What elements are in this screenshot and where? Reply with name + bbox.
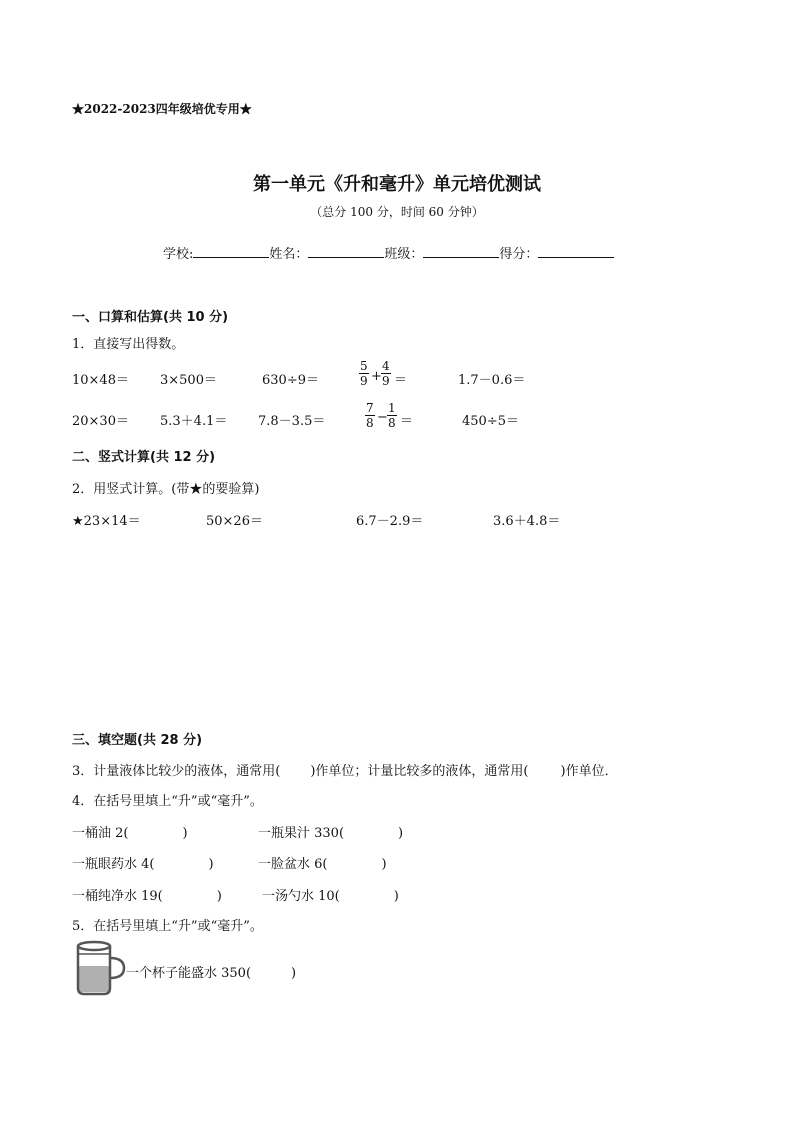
name-blank[interactable] xyxy=(308,245,384,258)
question-3 xyxy=(72,760,618,779)
calc-item: 20×30＝ xyxy=(72,414,129,429)
calc-item: 10×48＝ xyxy=(72,373,129,388)
school-blank[interactable] xyxy=(193,245,269,258)
vertical-calc-item: ★23×14＝ xyxy=(72,514,141,529)
calc-item: 450÷5＝ xyxy=(462,414,519,429)
name-label: 姓名： xyxy=(269,247,309,262)
fill-item-text: 一桶油 2( xyxy=(72,826,129,841)
equals-sign: ＝ xyxy=(394,373,408,388)
cup-icon-svg xyxy=(74,940,128,996)
equals-sign: ＝ xyxy=(400,414,414,429)
section2-heading: 二、竖式计算(共 12 分) xyxy=(72,450,216,465)
page-title: 第一单元《升和毫升》单元培优测试 xyxy=(253,174,541,195)
section3-heading: 三、填空题(共 28 分) xyxy=(72,733,203,748)
fill-item-text: 一瓶眼药水 4( xyxy=(72,857,155,872)
fraction-numerator: 7 xyxy=(366,401,374,415)
question-1: 1．直接写出得数。 xyxy=(72,337,185,352)
header-tag: ★2022-2023四年级培优专用★ xyxy=(72,102,252,116)
fraction-denominator: 8 xyxy=(366,416,374,430)
fill-item xyxy=(72,885,222,904)
fraction-denominator: 9 xyxy=(360,374,368,388)
question-3-part-b: )作单位；计量比较多的液体，通常用( xyxy=(310,764,529,779)
fraction-denominator: 8 xyxy=(388,416,396,430)
fraction-numerator: 1 xyxy=(388,401,396,415)
fraction-operator: − xyxy=(377,410,388,425)
vertical-calc-item: 50×26＝ xyxy=(206,514,263,529)
cup-handle xyxy=(110,958,124,978)
fill-item xyxy=(262,885,399,904)
fill-item-close: ) xyxy=(216,889,222,904)
fill-item-text: 一个杯子能盛水 350( xyxy=(126,966,252,981)
cup-rim xyxy=(78,942,110,950)
fill-item xyxy=(258,822,403,841)
question-3-part-c: )作单位． xyxy=(560,764,618,779)
vertical-calc-item: 3.6＋4.8＝ xyxy=(493,514,561,529)
school-label: 学校: xyxy=(163,247,194,262)
fraction-operator: + xyxy=(371,369,382,384)
fill-item xyxy=(72,853,214,872)
fill-item-close: ) xyxy=(393,889,399,904)
cup-icon xyxy=(74,940,128,996)
question-4: 4．在括号里填上“升”或“毫升”。 xyxy=(72,794,263,809)
fill-item xyxy=(72,822,188,841)
fill-item-close: ) xyxy=(398,826,404,841)
fraction-numerator: 5 xyxy=(360,359,368,373)
fraction-denominator: 9 xyxy=(382,374,390,388)
fill-item-text: 一桶纯净水 19( xyxy=(72,889,163,904)
fill-item-text: 一汤勺水 10( xyxy=(262,889,340,904)
class-blank[interactable] xyxy=(423,245,499,258)
calc-item: 3×500＝ xyxy=(160,373,217,388)
calc-item: 7.8－3.5＝ xyxy=(258,414,326,429)
fill-item-close: ) xyxy=(291,966,297,981)
fill-item xyxy=(126,962,296,981)
score-label: 得分： xyxy=(499,247,539,262)
fill-item xyxy=(258,853,387,872)
score-blank[interactable] xyxy=(538,245,614,258)
question-2: 2．用竖式计算。(带★的要验算) xyxy=(72,482,260,497)
section1-heading: 一、口算和估算(共 10 分) xyxy=(72,310,229,325)
calc-item: 1.7－0.6＝ xyxy=(458,373,526,388)
info-line xyxy=(163,243,614,262)
fraction xyxy=(381,359,391,388)
fraction xyxy=(365,401,375,430)
fill-item-close: ) xyxy=(381,857,387,872)
calc-item: 5.3＋4.1＝ xyxy=(160,414,228,429)
fill-item-close: ) xyxy=(182,826,188,841)
fill-item-close: ) xyxy=(208,857,214,872)
question-3-part-a: 3．计量液体比较少的液体，通常用( xyxy=(72,764,281,779)
cup-liquid xyxy=(78,966,110,992)
class-label: 班级： xyxy=(384,247,424,262)
fraction xyxy=(359,359,369,388)
fraction-numerator: 4 xyxy=(382,359,390,373)
page-subtitle: （总分 100 分，时间 60 分钟） xyxy=(310,205,484,219)
vertical-calc-item: 6.7－2.9＝ xyxy=(356,514,424,529)
fill-item-text: 一脸盆水 6( xyxy=(258,857,328,872)
fraction xyxy=(387,401,397,430)
question-5: 5．在括号里填上“升”或“毫升”。 xyxy=(72,919,263,934)
calc-item: 630÷9＝ xyxy=(262,373,319,388)
fill-item-text: 一瓶果汁 330( xyxy=(258,826,345,841)
